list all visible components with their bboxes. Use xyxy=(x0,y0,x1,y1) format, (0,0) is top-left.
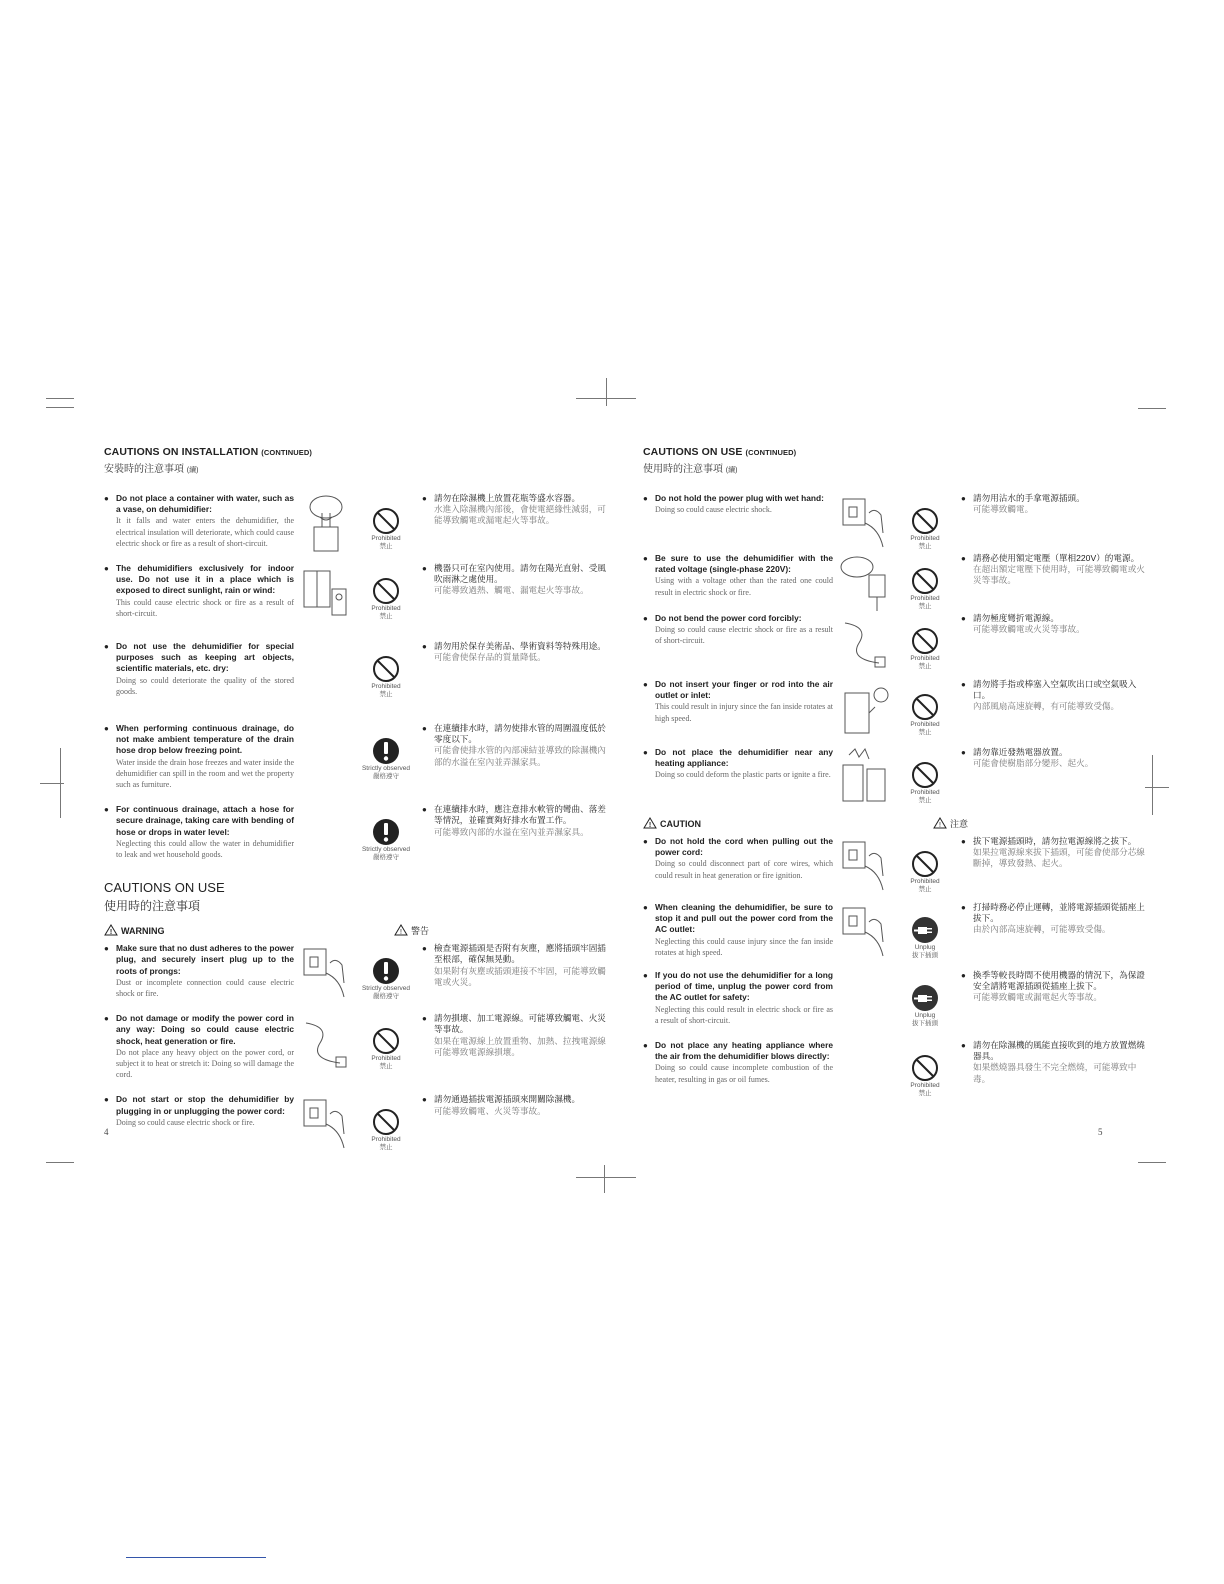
heater-illustration xyxy=(839,747,891,807)
crop-mark xyxy=(46,398,74,399)
caution-body-zh: 如果在電源線上放置重物、加熱、拉拽電源線可能導致電源線損壞。 xyxy=(434,1035,606,1057)
right-page xyxy=(643,446,1148,1100)
caution-illustration xyxy=(839,902,891,962)
caution-mark xyxy=(895,693,955,737)
caution-heading-zh: ● 打掃時務必停止運轉，並將電源插頭從插座上拔下。 xyxy=(973,902,1145,924)
crop-mark xyxy=(1138,408,1166,409)
vase-illustration xyxy=(300,493,352,553)
prohibited-icon xyxy=(911,761,939,789)
caution-heading-zh: ● 機器只可在室內使用。請勿在陽光直射、受風吹雨淋之處使用。 xyxy=(434,563,606,585)
caution-body-zh: 可能會使排水管的內部凍結並導致的除濕機內部的水溢在室內並弄濕家具。 xyxy=(434,745,606,767)
crop-mark xyxy=(606,378,607,406)
caution-text-en xyxy=(643,1040,833,1085)
caution-body: Neglecting this could allow the water in dehumidifier to leak and wet household goods. xyxy=(116,838,294,860)
caution-heading-zh: ● 請勿在除濕機的風能直接吹到的地方放置燃燒器具。 xyxy=(973,1040,1145,1062)
caution-item xyxy=(643,1040,1148,1100)
caution-item xyxy=(643,679,1148,739)
mark-label-en: Strictly observed xyxy=(361,846,411,854)
caution-heading-zh: ● 請勿靠近發熱電器放置。 xyxy=(973,747,1068,757)
caution-body: Doing so could disconnect part of core wires, which could result in heat generation or fire ignition. xyxy=(655,859,833,880)
caution-heading: ● Do not start or stop the dehumidifier by plugging in or unplugging the power cord: xyxy=(116,1094,294,1116)
exclamation-icon xyxy=(372,737,400,765)
caution-mark xyxy=(356,1108,416,1152)
caution-mark xyxy=(895,1054,955,1098)
page-number-left: 4 xyxy=(104,1127,109,1137)
caution-item xyxy=(643,747,1148,807)
crop-mark xyxy=(46,407,74,408)
mark-label-en: Prohibited xyxy=(371,1136,401,1144)
caution-heading: ● Do not hold the cord when pulling out the power cord: xyxy=(655,836,833,858)
caution-body-zh: 可能導致內部的水溢在室內並弄濕家具。 xyxy=(434,826,589,837)
warning-icon xyxy=(394,924,408,936)
caution-heading: ● For continuous drainage, attach a hose for secure drainage, taking care with bending of hose or drops in water level: xyxy=(116,804,294,837)
mark-label-zh: 禁止 xyxy=(379,1063,393,1071)
caution-heading-zh: ● 請勿損壞、加工電源線。可能導致觸電、火災等事故。 xyxy=(434,1013,606,1035)
caution-body: Using with a voltage other than the rated one could result in electric shock or fire. xyxy=(655,576,833,597)
caution-text-en xyxy=(104,1094,294,1128)
caution-text-zh xyxy=(961,1040,1148,1085)
caution-text-en xyxy=(104,563,294,619)
caution-body: Dust or incomplete connection could cause electric shock or fire. xyxy=(116,977,294,999)
caution-illustration xyxy=(300,563,352,623)
caution-heading: ● When cleaning the dehumidifier, be sure to stop it and pull out the power cord from the AC outlet: xyxy=(655,902,833,935)
mark-label-zh: 禁止 xyxy=(918,543,932,550)
caution-item xyxy=(643,970,1148,1030)
caution-mark xyxy=(356,818,416,862)
crop-mark xyxy=(40,783,64,784)
caution-text-en xyxy=(104,804,294,860)
caution-heading: ● Make sure that no dust adheres to the power plug, and securely insert plug up to the roots of prongs: xyxy=(116,943,294,976)
caution-heading: ● Do not hold the power plug with wet hand: xyxy=(655,493,824,503)
caution-heading-zh: ● 拔下電源插頭時，請勿拉電源線將之拔下。 xyxy=(973,836,1137,846)
mark-label-zh: 禁止 xyxy=(379,1144,393,1152)
caution-text-zh xyxy=(961,679,1148,713)
caution-illustration xyxy=(839,553,891,613)
caution-mark xyxy=(895,850,955,894)
caution-body: This could result in injury since the fan inside rotates at high speed. xyxy=(655,702,833,723)
warning-icon xyxy=(104,924,118,936)
crop-mark xyxy=(576,1177,636,1178)
caution-body-zh: 由於內部高速旋轉，可能導致受傷。 xyxy=(973,924,1111,935)
caution-text-en xyxy=(643,493,833,515)
caution-body-zh: 內部風扇高速旋轉，有可能導致受傷。 xyxy=(973,701,1120,712)
svg-text:!: ! xyxy=(648,822,652,829)
caution-heading-zh: ● 檢查電源插頭是否附有灰塵，應將插頭牢固插至根部，確保無晃動。 xyxy=(434,943,606,965)
caution-icon xyxy=(643,817,657,829)
caution-item xyxy=(643,493,1148,553)
caution-item xyxy=(104,1013,609,1080)
caution-heading-zh: ● 請勿通過插拔電源插頭來開關除濕機。 xyxy=(434,1094,581,1105)
prohibited-icon xyxy=(911,627,939,655)
caution-body: Doing so could cause incomplete combustion of the heater, resulting in gas or oil fumes. xyxy=(655,1063,833,1084)
mark-label-en: Prohibited xyxy=(910,535,940,542)
prohibited-icon xyxy=(372,577,400,605)
mark-label-zh: 禁止 xyxy=(918,797,932,804)
mark-label-zh: 拔下插頭 xyxy=(912,1020,938,1027)
caution-item xyxy=(643,553,1148,613)
caution-heading: ● Do not place any heating appliance where the air from the dehumidifier blows directly: xyxy=(655,1040,833,1062)
mark-label-en: Prohibited xyxy=(910,878,940,885)
mark-label-zh: 禁止 xyxy=(379,691,393,698)
mark-label-en: Strictly observed xyxy=(361,765,411,772)
caution-body: Neglecting this could cause injury since the fan inside rotates at high speed. xyxy=(655,936,833,957)
plug-illustration xyxy=(839,836,891,896)
caution-mark xyxy=(356,507,416,551)
mark-label-en: Prohibited xyxy=(910,789,940,796)
caution-text-zh xyxy=(422,1094,609,1116)
mark-label-en: Prohibited xyxy=(371,535,401,542)
caution-body: Doing so could deform the plastic parts or ignite a fire. xyxy=(655,770,831,780)
caution-illustration xyxy=(300,723,352,783)
prohibited-icon xyxy=(372,1108,400,1136)
caution-text-en xyxy=(643,679,833,724)
caution-body-zh: 可能導致過熱、觸電、漏電起火等事故。 xyxy=(434,585,589,596)
caution-heading-zh: ● 請勿將手指或棒塞入空氣吹出口或空氣吸入口。 xyxy=(973,679,1137,701)
caution-item xyxy=(643,613,1148,673)
svg-text:!: ! xyxy=(109,929,113,937)
caution-text-zh xyxy=(422,563,609,597)
prohibited-icon xyxy=(911,507,939,535)
caution-text-zh xyxy=(422,1013,609,1058)
mark-label-en: Prohibited xyxy=(371,605,401,612)
caution-text-en xyxy=(643,836,833,881)
crop-mark xyxy=(1145,787,1169,788)
mark-label-zh: 拔下插頭 xyxy=(912,952,938,959)
crop-mark xyxy=(576,398,636,399)
page-number-right: 5 xyxy=(1098,1127,1103,1137)
cord-illustration xyxy=(300,1013,352,1073)
caution-illustration xyxy=(300,493,352,553)
crop-mark xyxy=(46,1162,74,1163)
caution-mark xyxy=(356,577,416,621)
caution-body-zh: 如果拉電源線來拔下插頭，可能會使部分芯線斷掉，導致發熱、起火。 xyxy=(973,847,1145,869)
caution-illustration xyxy=(300,641,352,701)
caution-heading: ● Do not place a container with water, such as a vase, on dehumidifier: xyxy=(116,493,294,515)
svg-text:!: ! xyxy=(400,929,402,937)
caution-body: It it falls and water enters the dehumidifier, the electrical insulation will deteriorate, which could cause electric shock or fire as a result of short-circuit. xyxy=(116,516,294,548)
install-items xyxy=(104,493,609,864)
caution-mark xyxy=(895,984,955,1028)
crop-mark xyxy=(1138,1162,1166,1163)
caution-heading: ● If you do not use the dehumidifier for a long period of time, unplug the power cord from the AC outlet for safety: xyxy=(655,970,833,1003)
caution-mark xyxy=(356,1027,416,1071)
caution-illustration xyxy=(839,1040,891,1100)
caution-body: Water inside the drain hose freezes and water inside the dehumidifier can spill in the room and wet the property such as furniture. xyxy=(116,757,294,790)
mark-label-zh: 禁止 xyxy=(379,613,393,620)
caution-illustration xyxy=(839,613,891,673)
caution-text-en xyxy=(104,1013,294,1080)
caution-body: This could cause electric shock or fire as a result of short-circuit. xyxy=(116,597,294,618)
caution-body: Neglecting this could result in electric shock or fire as a result of short-circuit. xyxy=(655,1004,833,1025)
caution-illustration xyxy=(300,1094,352,1154)
caution-heading: ● The dehumidifiers exclusively for indoor use. Do not use it in a place which is exposed to direct sunlight, rain or wind: xyxy=(116,563,294,596)
caution-body: Doing so could deteriorate the quality of the stored goods. xyxy=(116,675,294,696)
caution-illustration xyxy=(300,1013,352,1073)
caution-text-en xyxy=(104,723,294,790)
window-illustration xyxy=(300,563,352,623)
caution-heading: ● Do not insert your finger or rod into the air outlet or inlet: xyxy=(655,679,833,701)
caution-item xyxy=(104,563,609,623)
cord-illustration xyxy=(839,613,891,673)
caution-mark xyxy=(895,567,955,611)
caution-illustration xyxy=(300,943,352,1003)
mark-label-en: Unplug xyxy=(914,944,936,951)
caution-text-zh xyxy=(961,747,1148,769)
use-items-b xyxy=(643,836,1148,1100)
prohibited-icon xyxy=(911,567,939,595)
svg-text:!: ! xyxy=(939,822,941,829)
caution-illustration xyxy=(839,970,891,1030)
mark-label-en: Prohibited xyxy=(371,1055,401,1063)
mark-label-en: Prohibited xyxy=(910,655,940,662)
caution-illustration xyxy=(839,493,891,553)
caution-text-zh xyxy=(961,836,1148,870)
plug-illustration xyxy=(300,1094,352,1154)
caution-body-zh: 如果燃燒器具發生不完全燃燒，可能導致中毒。 xyxy=(973,1062,1137,1084)
caution-illustration xyxy=(839,679,891,739)
warning-header: ! WARNING ! 警告 xyxy=(104,924,609,937)
caution-text-en xyxy=(643,970,833,1026)
caution-heading-zh: ● 請勿在除濕機上放置花瓶等盛水容器。 xyxy=(434,493,581,503)
caution-text-zh xyxy=(422,641,609,663)
mark-label-zh: 禁止 xyxy=(918,663,932,670)
mark-label-zh: 嚴格遵守 xyxy=(373,854,399,862)
caution-text-zh xyxy=(961,902,1148,936)
outlet-illustration xyxy=(839,553,891,613)
caution-text-en xyxy=(104,493,294,549)
caution-heading-zh: ● 換季等較長時間不使用機器的情況下，為保證安全請將電源插頭從插座上拔下。 xyxy=(973,970,1145,992)
caution-text-zh xyxy=(961,493,1148,515)
caution-body-zh: 水進入除濕機內部後，會使電絕緣性減弱，可能導致觸電或漏電起火等事故。 xyxy=(434,504,606,526)
caution-mark xyxy=(895,507,955,551)
caution-heading: ● When performing continuous drainage, do not make ambient temperature of the drain hose drop below freezing point. xyxy=(116,723,294,756)
caution-body: Doing so could cause electric shock or fire. xyxy=(116,1117,255,1127)
caution-item xyxy=(643,902,1148,962)
caution-body-zh: 可能導致觸電或漏電起火等事故。 xyxy=(973,992,1102,1003)
caution-body-zh: 可能會使樹脂部分變形、起火。 xyxy=(973,758,1094,769)
caution-mark xyxy=(356,737,416,781)
caution-item xyxy=(643,836,1148,896)
mark-label-zh: 嚴格遵守 xyxy=(373,773,399,780)
prohibited-icon xyxy=(372,1027,400,1055)
mark-label-zh: 禁止 xyxy=(918,886,932,893)
caution-body-zh: 可能導致觸電。 xyxy=(973,504,1034,515)
caution-item xyxy=(104,641,609,701)
mark-label-zh: 禁止 xyxy=(379,543,393,550)
mark-label-zh: 嚴格遵守 xyxy=(373,993,399,1001)
mark-label-en: Unplug xyxy=(914,1012,936,1019)
crop-mark xyxy=(604,1165,605,1193)
caution-text-zh xyxy=(961,970,1148,1004)
caution-text-en xyxy=(643,613,833,647)
plug-illustration xyxy=(839,493,891,553)
section-title: CAUTIONS ON INSTALLATION (CONTINUED) xyxy=(104,446,312,458)
caution-item xyxy=(104,493,609,553)
caution-body-zh: 可能導致觸電或火災等事故。 xyxy=(973,624,1085,635)
use-subtitle: 使用時的注意事項 xyxy=(104,899,201,914)
crop-mark xyxy=(126,1557,266,1558)
section-subtitle: 使用時的注意事項 (續) xyxy=(643,464,738,475)
use-title: CAUTIONS ON USE xyxy=(104,880,225,896)
caution-item xyxy=(104,723,609,790)
section-title: CAUTIONS ON USE (CONTINUED) xyxy=(643,446,797,458)
mark-label-en: Prohibited xyxy=(910,595,940,602)
caution-text-en xyxy=(104,943,294,999)
caution-item xyxy=(104,1094,609,1154)
mark-label-en: Prohibited xyxy=(371,683,401,690)
caution-text-en xyxy=(104,641,294,697)
caution-body: Doing so could cause electric shock. xyxy=(655,505,772,515)
caution-heading: ● Do not bend the power cord forcibly: xyxy=(655,613,802,623)
caution-text-en xyxy=(643,902,833,958)
use-items xyxy=(104,943,609,1154)
caution-text-zh xyxy=(961,613,1148,635)
unplug-icon xyxy=(911,984,939,1012)
caution-body-zh: 在超出額定電壓下使用時，可能導致觸電或火災等事故。 xyxy=(973,564,1145,586)
mark-label-zh: 禁止 xyxy=(918,729,932,736)
caution-text-en xyxy=(643,553,833,598)
caution-heading: ● Do not place the dehumidifier near any heating appliance: xyxy=(655,747,833,769)
caution-heading-zh: ● 請務必使用額定電壓（單相220V）的電源。 xyxy=(973,553,1140,563)
caution-item xyxy=(104,943,609,1003)
mark-label-en: Prohibited xyxy=(910,721,940,728)
prohibited-icon xyxy=(911,1054,939,1082)
caution-heading-zh: ● 請勿極度彎折電源線。 xyxy=(973,613,1059,623)
caution-heading: ● Do not damage or modify the power cord in any way: Doing so could cause electric shock, heat generation or fire. xyxy=(116,1013,294,1046)
caution-text-zh xyxy=(961,553,1148,587)
caution-mark xyxy=(895,916,955,960)
use-items-a xyxy=(643,493,1148,807)
caution-text-zh xyxy=(422,723,609,768)
caution-text-zh xyxy=(422,943,609,988)
prohibited-icon xyxy=(372,507,400,535)
caution-heading-zh: ● 請勿用沾水的手拿電源插頭。 xyxy=(973,493,1085,503)
plug-illustration xyxy=(839,902,891,962)
mark-label-en: Prohibited xyxy=(910,1082,940,1089)
caution-heading: ● Do not use the dehumidifier for special purposes such as keeping art objects, scientific materials, etc. dry: xyxy=(116,641,294,674)
mark-label-zh: 禁止 xyxy=(918,603,932,610)
crop-mark xyxy=(1152,755,1153,815)
exclamation-icon xyxy=(372,818,400,846)
caution-body: Doing so could cause electric shock or fire as a result of short-circuit. xyxy=(655,625,833,646)
prohibited-icon xyxy=(911,850,939,878)
caution-illustration xyxy=(300,804,352,864)
caution-body-zh: 可能導致觸電、火災等事故。 xyxy=(434,1105,546,1116)
caution-item xyxy=(104,804,609,864)
dehumidifier-illustration xyxy=(839,679,891,739)
mark-label-en: Strictly observed xyxy=(361,985,411,993)
caution-heading: ● Be sure to use the dehumidifier with the rated voltage (single-phase 220V): xyxy=(655,553,833,575)
caution-mark xyxy=(895,761,955,805)
unplug-icon xyxy=(911,916,939,944)
caution-illustration xyxy=(839,836,891,896)
caution-mark xyxy=(895,627,955,671)
caution-header: ! CAUTION ! 注意 xyxy=(643,817,1148,830)
prohibited-icon xyxy=(372,655,400,683)
caution-heading-zh: ● 在連續排水時，應注意排水軟管的彎曲、落差等情況，並確實夠好排水布置工作。 xyxy=(434,804,606,826)
left-page xyxy=(104,446,609,1154)
plug-illustration xyxy=(300,943,352,1003)
caution-body: Do not place any heavy object on the power cord, or subject it to heat or stretch it: Doing so will damage the cord. xyxy=(116,1047,294,1080)
caution-body-zh: 可能會使保存品的質量降低。 xyxy=(434,652,546,663)
caution-text-zh xyxy=(422,804,609,838)
caution-illustration xyxy=(839,747,891,807)
caution-mark xyxy=(356,655,416,699)
caution-mark xyxy=(356,957,416,1001)
exclamation-icon xyxy=(372,957,400,985)
caution-body-zh: 如果附有灰塵或插頭連接不牢固，可能導致觸電或火災。 xyxy=(434,965,606,987)
caution-icon xyxy=(933,817,947,829)
mark-label-zh: 禁止 xyxy=(918,1090,932,1097)
caution-heading-zh: ● 在連續排水時，請勿使排水管的周圍溫度低於零度以下。 xyxy=(434,723,606,745)
caution-text-en xyxy=(643,747,833,781)
prohibited-icon xyxy=(911,693,939,721)
caution-heading-zh: ● 請勿用於保存美術品、學術資料等特殊用途。 xyxy=(434,641,606,651)
section-subtitle: 安裝時的注意事項 (續) xyxy=(104,464,199,475)
caution-text-zh xyxy=(422,493,609,527)
